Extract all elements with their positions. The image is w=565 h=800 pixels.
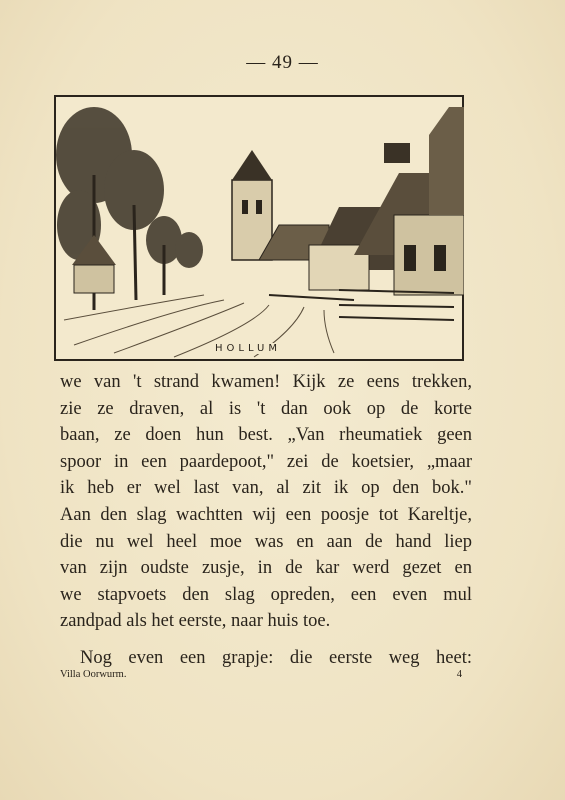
text-line: we stapvoets den slag opreden, een even mul	[60, 584, 472, 605]
body-text	[60, 369, 472, 672]
text-line: Aan den slag wachtten wij een poosje tot Kareltje,	[60, 504, 472, 525]
text-line: spoor in een paardepoot," zei de koetsier, „maar	[60, 451, 472, 472]
page-number: — 49 —	[246, 52, 319, 73]
village-street-illustration	[54, 95, 464, 361]
illustration-caption: HOLLUM	[212, 343, 284, 354]
text-line: we van 't strand kwamen! Kijk ze eens trekken,	[60, 372, 472, 392]
village-street-engraving-icon	[54, 95, 464, 361]
footer-signature: Villa Oorwurm.	[60, 669, 127, 680]
text-line: van zijn oudste zusje, in de kar werd gezet en	[60, 558, 472, 579]
text-line: zie ze draven, al is 't dan ook op de korte	[60, 398, 472, 419]
text-line: ik heb er wel last van, al zit ik op den bok."	[60, 478, 472, 499]
footer	[60, 669, 462, 680]
text-line: baan, ze doen hun best. „Van rheumatiek geen	[60, 425, 472, 446]
text-line: die nu wel heel moe was en aan de hand liep	[60, 531, 472, 552]
text-line-new-paragraph: Nog even een grapje: die eerste weg heet:	[80, 647, 472, 668]
text-line: zandpad als het eerste, naar huis toe.	[60, 611, 331, 632]
footer-sheet-number: 4	[456, 669, 462, 680]
paragraph-gap	[60, 635, 472, 645]
